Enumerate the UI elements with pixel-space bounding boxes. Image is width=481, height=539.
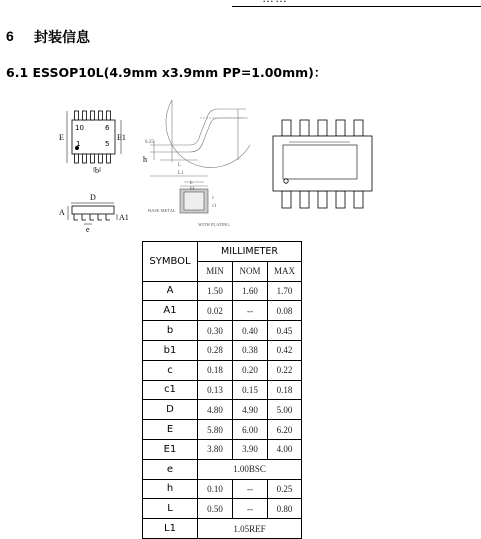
max-cell: 0.45 <box>268 321 302 341</box>
section-number: 6 <box>6 28 14 44</box>
min-cell: 4.80 <box>198 400 233 420</box>
max-cell: 6.20 <box>268 420 302 440</box>
symbol-cell: L <box>143 499 198 519</box>
detail-dim-L: L <box>178 163 182 168</box>
min-cell: 0.02 <box>198 301 233 321</box>
dim-label-E1: E1 <box>117 133 126 142</box>
table-row <box>143 499 302 519</box>
nom-cell: -- <box>233 499 268 519</box>
detail-dim-h: h <box>143 155 147 164</box>
table-row <box>143 301 302 321</box>
symbol-cell: A <box>143 281 198 301</box>
table-row <box>143 400 302 420</box>
table-row <box>143 380 302 400</box>
header-nom: NOM <box>233 261 268 281</box>
table-row <box>143 420 302 440</box>
min-cell: 0.10 <box>198 479 233 499</box>
min-cell: 0.13 <box>198 380 233 400</box>
max-cell: 0.42 <box>268 340 302 360</box>
header-min: MIN <box>198 261 233 281</box>
value-cell-span: 1.05REF <box>198 519 302 539</box>
dim-label-b: b <box>95 166 99 175</box>
nom-cell: -- <box>233 301 268 321</box>
min-cell: 0.18 <box>198 360 233 380</box>
table-row <box>143 439 302 459</box>
symbol-cell: E1 <box>143 439 198 459</box>
detail-dim-b1: b1 <box>190 187 195 192</box>
symbol-cell: L1 <box>143 519 198 539</box>
symbol-cell: c <box>143 360 198 380</box>
dim-label-e: e <box>86 225 90 234</box>
nom-cell: 6.00 <box>233 420 268 440</box>
max-cell: 0.08 <box>268 301 302 321</box>
table-row <box>143 459 302 479</box>
table-row <box>143 479 302 499</box>
symbol-cell: A1 <box>143 301 198 321</box>
max-cell: 0.25 <box>268 479 302 499</box>
section-title: 封装信息 <box>34 30 90 46</box>
max-cell: 0.22 <box>268 360 302 380</box>
symbol-cell: e <box>143 459 198 479</box>
max-cell: 0.80 <box>268 499 302 519</box>
min-cell: 0.50 <box>198 499 233 519</box>
table-row <box>143 340 302 360</box>
package-dimension-table <box>142 241 302 539</box>
dim-label-E: E <box>59 133 64 142</box>
detail-view-drawing <box>150 100 250 213</box>
pin-label-6: 6 <box>105 124 110 132</box>
min-cell: 0.30 <box>198 321 233 341</box>
detail-dim-b: b <box>190 181 193 186</box>
dim-label-A1: A1 <box>119 213 129 222</box>
nom-cell: 0.20 <box>233 360 268 380</box>
pin-label-5: 5 <box>105 140 110 148</box>
package-drawings <box>0 0 481 240</box>
nom-cell: 0.38 <box>233 340 268 360</box>
symbol-cell: b <box>143 321 198 341</box>
table-row <box>143 519 302 539</box>
min-cell: 0.28 <box>198 340 233 360</box>
dim-label-D: D <box>90 193 96 202</box>
nom-cell: 0.40 <box>233 321 268 341</box>
table-row <box>143 321 302 341</box>
max-cell: 4.00 <box>268 439 302 459</box>
symbol-cell: D <box>143 400 198 420</box>
detail-note-with-plating: WITH PLATING <box>198 222 230 227</box>
symbol-cell: E <box>143 420 198 440</box>
nom-cell: -- <box>233 479 268 499</box>
nom-cell: 0.15 <box>233 380 268 400</box>
table-row <box>143 281 302 301</box>
header-millimeter: MILLIMETER <box>198 242 302 262</box>
side-view-drawing <box>68 203 117 224</box>
header-symbol: SYMBOL <box>143 242 198 282</box>
nom-cell: 4.90 <box>233 400 268 420</box>
max-cell: 0.18 <box>268 380 302 400</box>
value-cell-span: 1.00BSC <box>198 459 302 479</box>
dim-label-A: A <box>59 208 65 217</box>
subsection-title: 6.1 ESSOP10L(4.9mm x3.9mm PP=1.00mm)： <box>6 65 327 80</box>
symbol-cell: b1 <box>143 340 198 360</box>
table-row <box>143 360 302 380</box>
min-cell: 1.50 <box>198 281 233 301</box>
detail-note-base-metal: BASE METAL <box>148 208 176 213</box>
detail-dim-c1: c1 <box>212 204 217 209</box>
detail-dim-0-25: 0.25 <box>145 140 154 145</box>
min-cell: 5.80 <box>198 420 233 440</box>
symbol-cell: h <box>143 479 198 499</box>
symbol-cell: c1 <box>143 380 198 400</box>
max-cell: 5.00 <box>268 400 302 420</box>
detail-dim-L1: L1 <box>178 171 184 176</box>
detail-dim-c: c <box>212 196 215 201</box>
max-cell: 1.70 <box>268 281 302 301</box>
min-cell: 3.80 <box>198 439 233 459</box>
nom-cell: 3.90 <box>233 439 268 459</box>
pin-label-10: 10 <box>75 124 84 132</box>
header-max: MAX <box>268 261 302 281</box>
bottom-view-drawing <box>273 120 372 208</box>
nom-cell: 1.60 <box>233 281 268 301</box>
pin-label-1: 1 <box>76 140 81 148</box>
